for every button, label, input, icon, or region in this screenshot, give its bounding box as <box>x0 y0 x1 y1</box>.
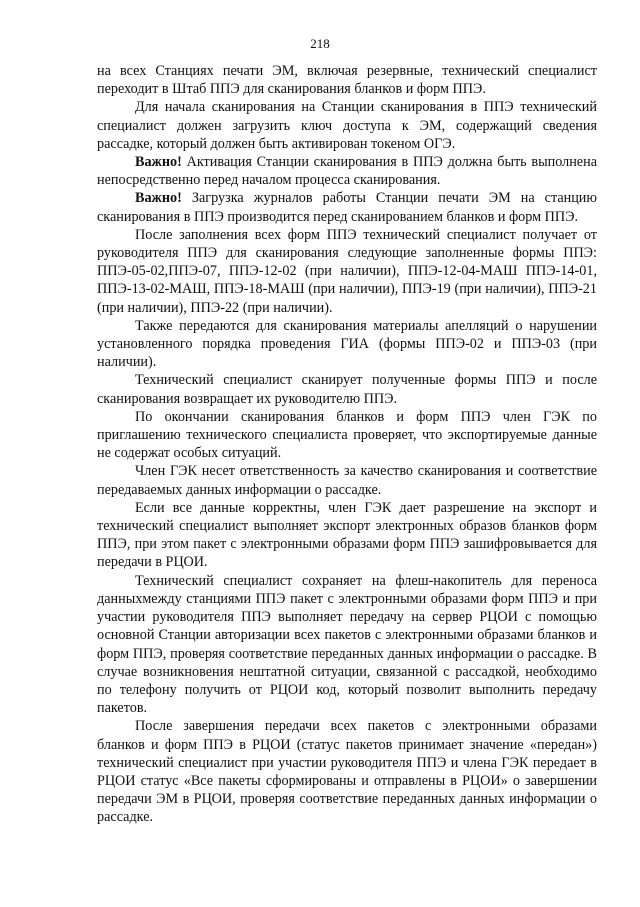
bold-label: Важно! <box>135 154 182 171</box>
paragraph-text: Если все данные корректны, член ГЭК дает разрешение на экспорт и технический специалист выполняет экспорт электронных образов бланков форм ППЭ, при этом пакет с электронными образами форм ППЭ зашифровывается для передачи в РЦОИ. <box>97 499 597 571</box>
paragraph-text: После заполнения всех форм ППЭ технический специалист получает от руководителя ППЭ для сканирования следующие заполненные формы ППЭ: ППЭ-05-02,ППЭ-07, ППЭ-12-02 (при наличии), ППЭ-12-04-МАШ ППЭ-14-01, ППЭ-13-02-МАШ, ППЭ-18-МАШ (при наличии), ППЭ-19 (при наличии), ППЭ-21 (при наличии), ППЭ-22 (при наличии). <box>97 226 597 316</box>
page-number: 218 <box>310 36 330 51</box>
paragraph <box>97 226 597 317</box>
paragraph-text: Член ГЭК несет ответственность за качество сканирования и соответствие передаваемых данных информации о рассадке. <box>97 463 597 498</box>
paragraph-text: Загрузка журналов работы Станции печати ЭМ на станцию сканирования в ППЭ производится перед сканированием бланков и форм ППЭ. <box>97 190 597 225</box>
paragraph-text: на всех Станциях печати ЭМ, включая резервные, технический специалист переходит в Штаб ППЭ для сканирования бланков и форм ППЭ. <box>97 63 597 98</box>
paragraph <box>97 153 597 189</box>
paragraph-text: Технический специалист сканирует полученные формы ППЭ и после сканирования возвращает их руководителю ППЭ. <box>97 372 597 407</box>
paragraph-text: Активация Станции сканирования в ППЭ должна быть выполнена непосредственно перед началом процесса сканирования. <box>97 154 597 189</box>
paragraph <box>97 572 597 718</box>
paragraph <box>97 499 597 572</box>
bold-label: Важно! <box>135 190 182 207</box>
paragraph <box>97 189 597 225</box>
paragraph <box>97 317 597 372</box>
paragraph <box>97 717 597 826</box>
paragraph-text: После завершения передачи всех пакетов с электронными образами бланков и форм ППЭ в РЦОИ (статус пакетов принимает значение «передан») технический специалист при участии руководителя ППЭ и члена ГЭК передает в РЦОИ статус «Все пакеты сформированы и отправлены в РЦОИ» о завершении передачи ЭМ в РЦОИ, проверяя соответствие переданных данных информации о рассадке. <box>97 718 597 826</box>
paragraph <box>97 408 597 463</box>
paragraph-text: По окончании сканирования бланков и форм ППЭ член ГЭК по приглашению технического специалиста проверяет, что экспортируемые данные не содержат особых ситуаций. <box>97 408 597 462</box>
paragraph <box>97 371 597 407</box>
paragraph <box>97 62 597 98</box>
paragraph-text: Также передаются для сканирования материалы апелляций о нарушении установленного порядка проведения ГИА (формы ППЭ-02 и ППЭ-03 (при наличии). <box>97 317 597 371</box>
document-body <box>97 62 597 827</box>
paragraph <box>97 98 597 153</box>
paragraph-text: Для начала сканирования на Станции сканирования в ППЭ технический специалист должен загрузить ключ доступа к ЭМ, содержащий сведения рассадке, который должен быть активирован токеном ОГЭ. <box>97 99 597 152</box>
paragraph-text: Технический специалист сохраняет на флеш-накопитель для переноса данныхмежду станциями ППЭ пакет с электронными образами форм ППЭ и при участии руководителя ППЭ выполняет передачу на сервер РЦОИ с помощью основной Станции авторизации всех пакетов с электронными образами бланков и форм ППЭ, проверяя соответствие переданных данных информации о рассадке. В случае возникновения нештатной ситуации, связанной с рассадкой, необходимо по телефону получить от РЦОИ код, который позволит выполнить передачу пакетов. <box>97 572 597 717</box>
paragraph <box>97 462 597 498</box>
